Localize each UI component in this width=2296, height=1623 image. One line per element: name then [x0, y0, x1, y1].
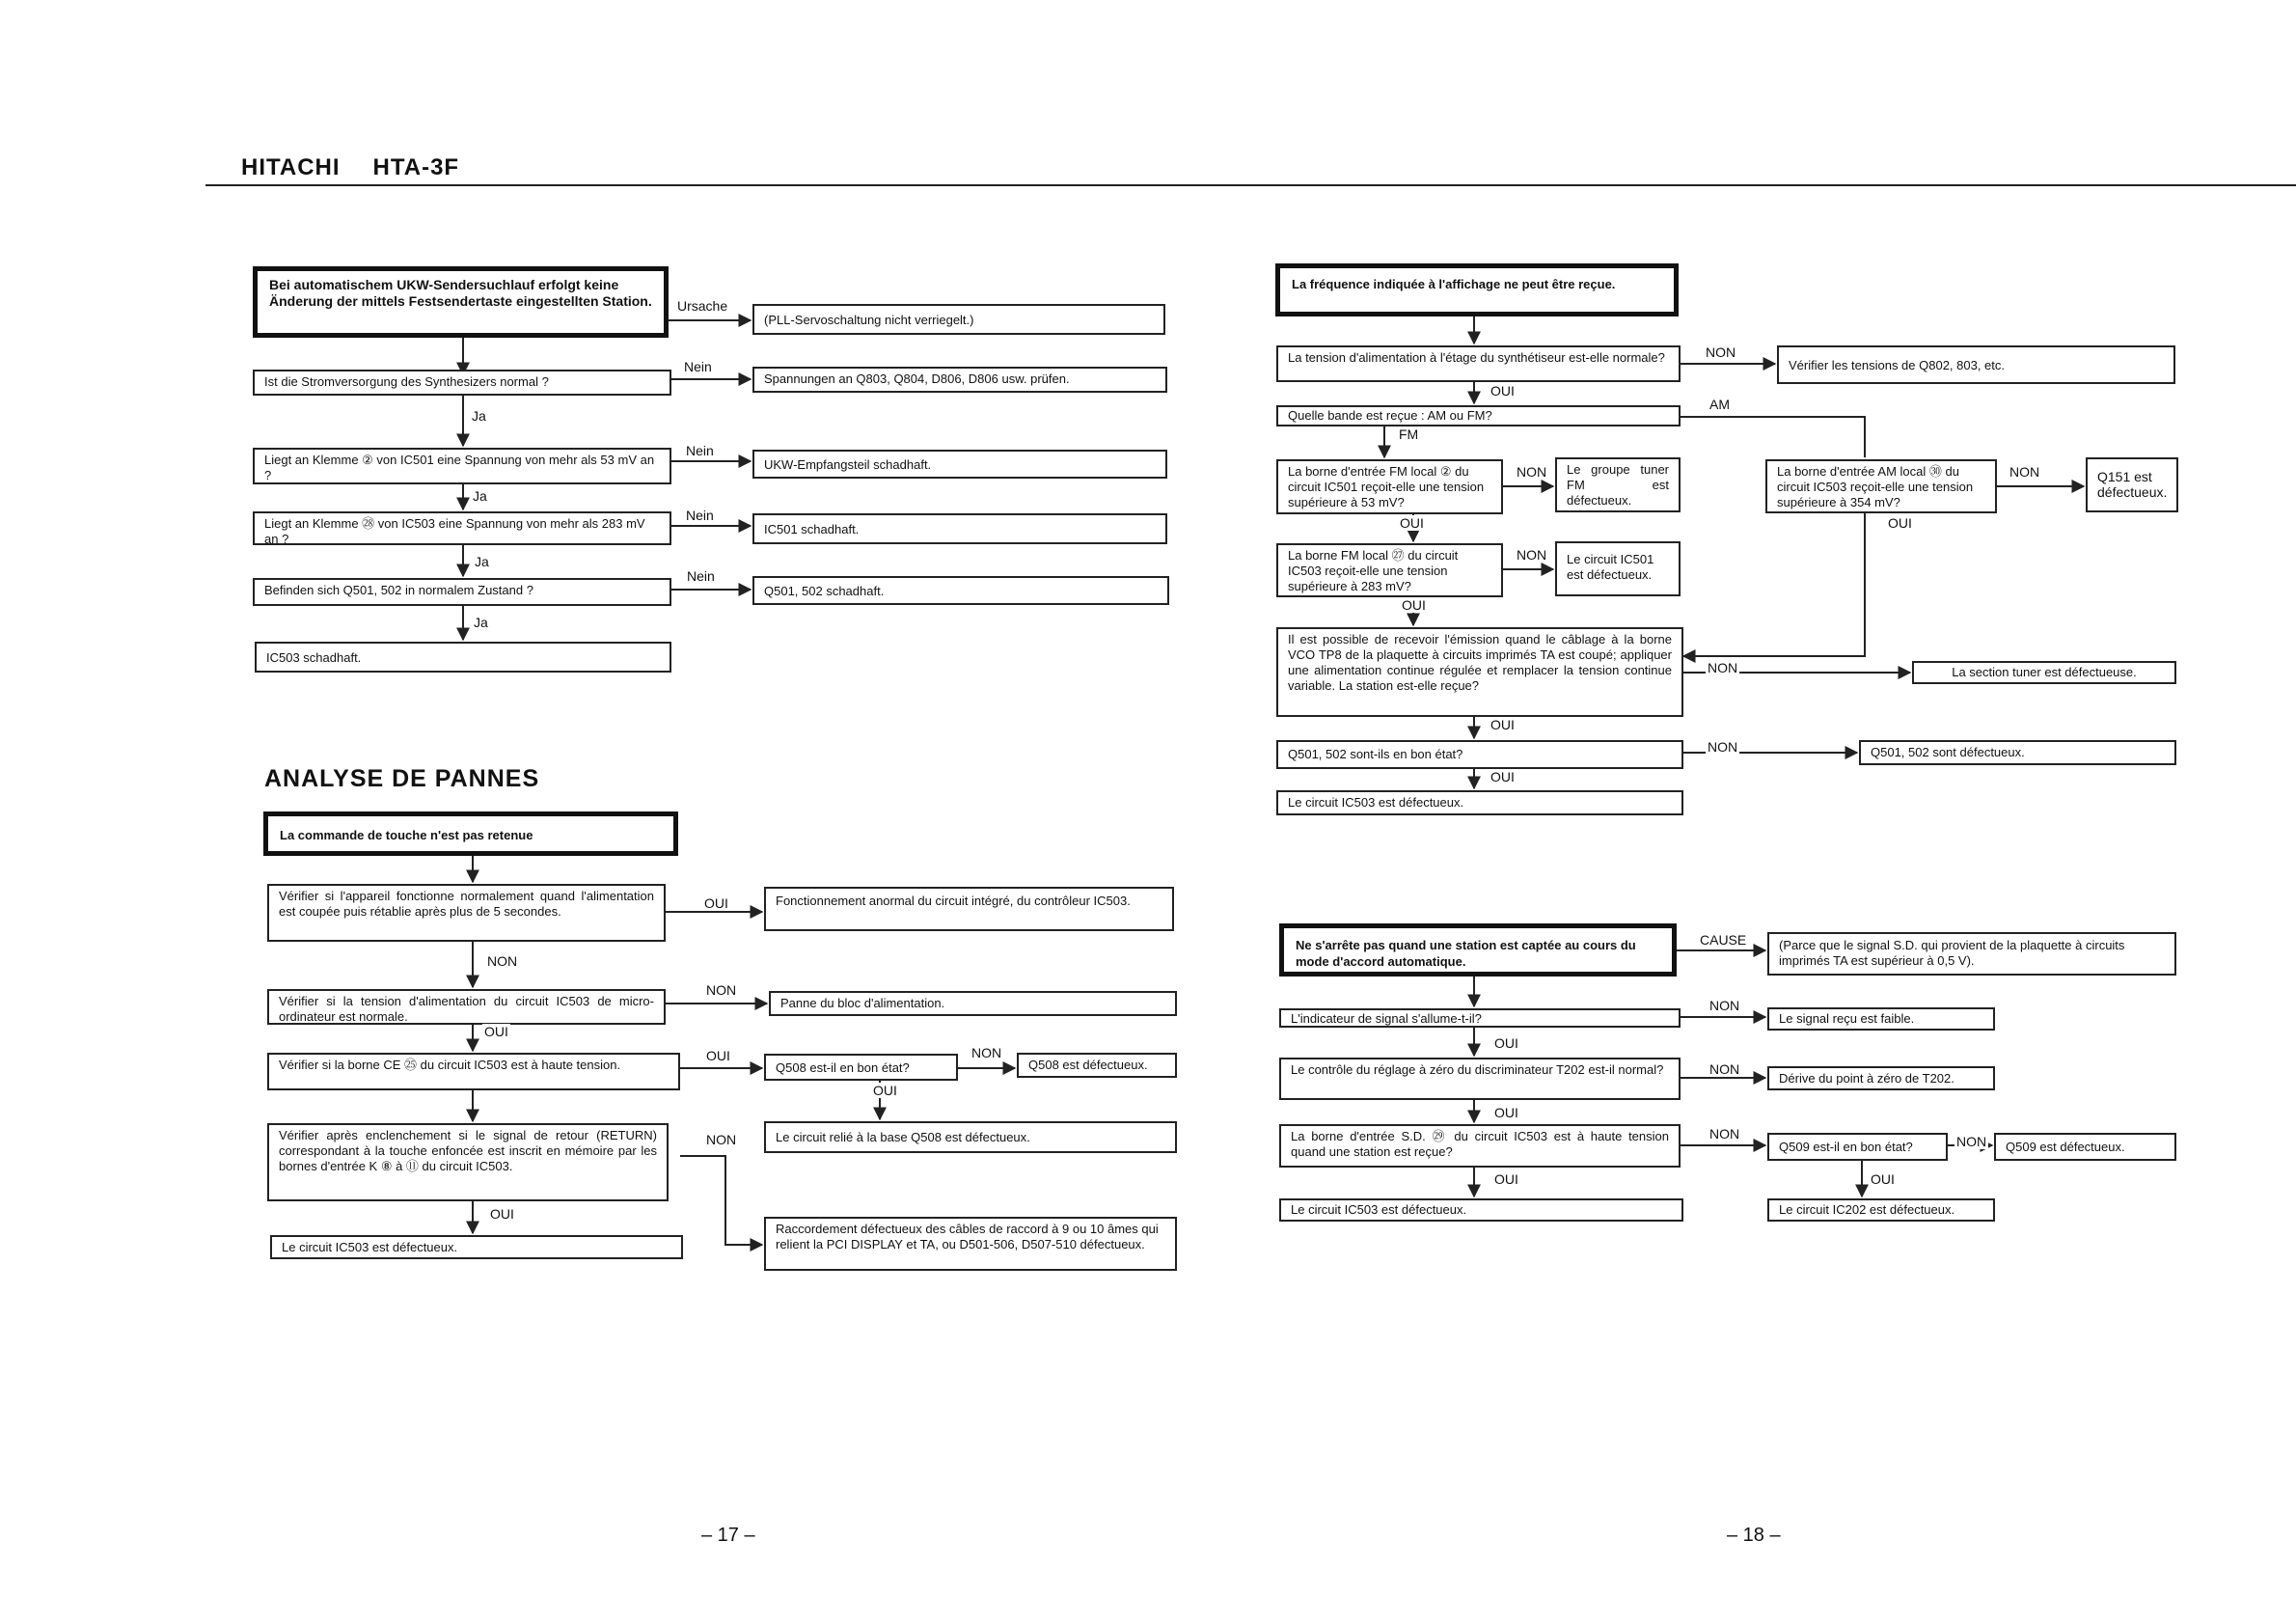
german-answer-3: IC501 schadhaft. — [752, 513, 1167, 544]
german-question-4: Befinden sich Q501, 502 in normalem Zustand ? — [253, 578, 671, 606]
stop-non-label-2: NON — [1709, 1061, 1740, 1077]
stop-non-label-3b: NON — [1956, 1134, 1987, 1149]
stop-end-box: Le circuit IC503 est défectueux. — [1279, 1198, 1683, 1222]
freq-oui-label-6: OUI — [1490, 769, 1515, 784]
german-answer-2: UKW-Empfangsteil schadhaft. — [752, 450, 1167, 479]
stop-oui-label-2: OUI — [1494, 1105, 1518, 1120]
analyse-question-1: Vérifier si l'appareil fonctionne normalement quand l'alimentation est coupée puis rétablie après plus de 5 secondes. — [267, 884, 666, 942]
model-name: HTA-3F — [372, 154, 460, 180]
analyse-oui-label-4: OUI — [490, 1206, 514, 1222]
german-end-box: IC503 schadhaft. — [255, 642, 671, 673]
german-question-2: Liegt an Klemme ② von IC501 eine Spannung von mehr als 53 mV an ? — [253, 448, 671, 484]
freq-oui-label-3: OUI — [1400, 515, 1424, 531]
freq-end-box: Le circuit IC503 est défectueux. — [1276, 790, 1683, 815]
stop-non-label-1: NON — [1709, 998, 1740, 1013]
stop-end-box-2: Le circuit IC202 est défectueux. — [1767, 1198, 1995, 1222]
freq-am-label: AM — [1709, 397, 1730, 412]
freq-answer-5: La section tuner est défectueuse. — [1912, 661, 2176, 684]
german-yes-label-3: Ja — [475, 554, 489, 569]
page-number-right: – 18 – — [1727, 1525, 1781, 1546]
freq-oui-label-4: OUI — [1402, 597, 1426, 613]
freq-title-box: La fréquence indiquée à l'affichage ne peut être reçue. — [1275, 263, 1679, 316]
freq-oui-label-1: OUI — [1490, 383, 1515, 399]
freq-question-2: Quelle bande est reçue : AM ou FM? — [1276, 405, 1681, 426]
stop-question-3: La borne d'entrée S.D. ㉙ du circuit IC503 est à haute tension quand une station est reçue? — [1279, 1124, 1681, 1168]
freq-answer-3-am: Q151 est défectueux. — [2086, 457, 2178, 512]
stop-question-2: Le contrôle du réglage à zéro du discriminateur T202 est-il normal? — [1279, 1058, 1681, 1100]
stop-answer-3: Q509 est-il en bon état? — [1767, 1133, 1948, 1161]
stop-oui-label-1: OUI — [1494, 1035, 1518, 1051]
stop-cause-label: CAUSE — [1700, 932, 1747, 948]
freq-non-label-3: NON — [1517, 464, 1547, 480]
stop-non-label-3: NON — [1709, 1126, 1740, 1142]
german-yes-label-4: Ja — [474, 615, 488, 630]
freq-non-label-am: NON — [2009, 464, 2040, 480]
freq-non-label-6: NON — [1708, 739, 1738, 755]
freq-question-1: La tension d'alimentation à l'étage du synthétiseur est-elle normale? — [1276, 345, 1681, 382]
analyse-non-label-3: NON — [971, 1045, 1002, 1060]
freq-answer-3: Le groupe tuner FM est défectueux. — [1555, 457, 1681, 512]
freq-fm-label: FM — [1399, 426, 1419, 442]
page-number-left: – 17 – — [701, 1525, 755, 1546]
analyse-question-4: Vérifier après enclenchement si le signal de retour (RETURN) correspondant à la touche enfoncée est inscrit en mémoire par les bornes d'entrée K ⑧ à ⑪ du circuit IC503. — [267, 1123, 669, 1201]
analyse-question-2: Vérifier si la tension d'alimentation du circuit IC503 de micro-ordinateur est normale. — [267, 989, 666, 1025]
german-answer-1: Spannungen an Q803, Q804, D806, D806 usw. prüfen. — [752, 367, 1167, 393]
analyse-non-label-1: NON — [487, 953, 518, 969]
german-no-label-3: Nein — [686, 508, 714, 523]
analyse-question-3: Vérifier si la borne CE ㉕ du circuit IC503 est à haute tension. — [267, 1053, 680, 1090]
analyse-answer-4: Raccordement défectueux des câbles de raccord à 9 ou 10 âmes qui relient la PCI DISPLAY et TA, ou D501-506, D507-510 défectueux. — [764, 1217, 1177, 1271]
freq-question-3-am: La borne d'entrée AM local ㉚ du circuit IC503 reçoit-elle une tension supérieure à 354 mV? — [1765, 459, 1997, 513]
stop-cause-box: (Parce que le signal S.D. qui provient de la plaquette à circuits imprimés TA est supérieur à 0,5 V). — [1767, 932, 2176, 976]
stop-answer-1: Le signal reçu est faible. — [1767, 1007, 1995, 1031]
german-no-label-4: Nein — [687, 568, 715, 584]
german-no-label-1: Nein — [684, 359, 712, 374]
freq-answer-1: Vérifier les tensions de Q802, 803, etc. — [1777, 345, 2175, 384]
stop-title-box: Ne s'arrête pas quand une station est captée au cours du mode d'accord automatique. — [1279, 923, 1677, 977]
stop-answer-2: Dérive du point à zéro de T202. — [1767, 1066, 1995, 1090]
freq-answer-6: Q501, 502 sont défectueux. — [1859, 740, 2176, 765]
freq-non-label-1: NON — [1706, 344, 1736, 360]
freq-answer-4: Le circuit IC501 est défectueux. — [1555, 541, 1681, 596]
stop-oui-label-3b: OUI — [1871, 1171, 1895, 1187]
analyse-end-box: Le circuit IC503 est défectueux. — [270, 1235, 683, 1259]
analyse-answer-1: Fonctionnement anormal du circuit intégré, du contrôleur IC503. — [764, 887, 1174, 931]
freq-question-4: La borne FM local ㉗ du circuit IC503 reçoit-elle une tension supérieure à 283 mV? — [1276, 543, 1503, 597]
analyse-answer-2: Panne du bloc d'alimentation. — [769, 991, 1177, 1016]
german-cause-box: (PLL-Servoschaltung nicht verriegelt.) — [752, 304, 1165, 335]
analyse-oui-label-1: OUI — [704, 895, 728, 911]
german-yes-label-1: Ja — [472, 408, 486, 424]
analyse-answer-3b: Q508 est défectueux. — [1017, 1053, 1177, 1078]
analyse-non-label-4: NON — [706, 1132, 737, 1147]
freq-question-3: La borne d'entrée FM local ② du circuit IC501 reçoit-elle une tension supérieure à 53 mV? — [1276, 459, 1503, 514]
german-answer-4: Q501, 502 schadhaft. — [752, 576, 1169, 605]
stop-oui-label-3: OUI — [1494, 1171, 1518, 1187]
freq-question-5: Il est possible de recevoir l'émission quand le câblage à la borne VCO TP8 de la plaquette à circuits imprimés TA est coupé; appliquer une alimentation continue régulée et remplacer la tension continue variable. La station est-elle reçue? — [1276, 627, 1683, 717]
freq-oui-label-5: OUI — [1490, 717, 1515, 732]
analyse-oui-label-3: OUI — [706, 1048, 730, 1063]
freq-question-6: Q501, 502 sont-ils en bon état? — [1276, 740, 1683, 769]
analyse-answer-3: Q508 est-il en bon état? — [764, 1054, 958, 1081]
freq-non-label-5: NON — [1708, 660, 1738, 675]
german-title-box: Bei automatischem UKW-Sendersuchlauf erfolgt keine Änderung der mittels Festsendertaste eingestellten Station. — [253, 266, 669, 338]
analyse-heading: ANALYSE DE PANNES — [264, 765, 540, 792]
german-question-3: Liegt an Klemme ㉘ von IC503 eine Spannung von mehr als 283 mV an ? — [253, 511, 671, 545]
stop-answer-3b: Q509 est défectueux. — [1994, 1133, 2176, 1161]
brand-name: HITACHI — [241, 154, 341, 180]
freq-oui-label-am: OUI — [1888, 515, 1912, 531]
stop-question-1: L'indicateur de signal s'allume-t-il? — [1279, 1008, 1681, 1028]
german-cause-label: Ursache — [677, 298, 728, 314]
german-yes-label-2: Ja — [473, 488, 487, 504]
german-no-label-2: Nein — [686, 443, 714, 458]
analyse-answer-3c: Le circuit relié à la base Q508 est défectueux. — [764, 1121, 1177, 1153]
freq-non-label-4: NON — [1517, 547, 1547, 563]
analyse-non-label-2: NON — [706, 982, 737, 998]
analyse-oui-label-2: OUI — [484, 1024, 508, 1039]
german-question-1: Ist die Stromversorgung des Synthesizers normal ? — [253, 370, 671, 396]
analyse-title-box: La commande de touche n'est pas retenue — [263, 812, 678, 856]
analyse-oui-label-3b: OUI — [873, 1083, 897, 1098]
